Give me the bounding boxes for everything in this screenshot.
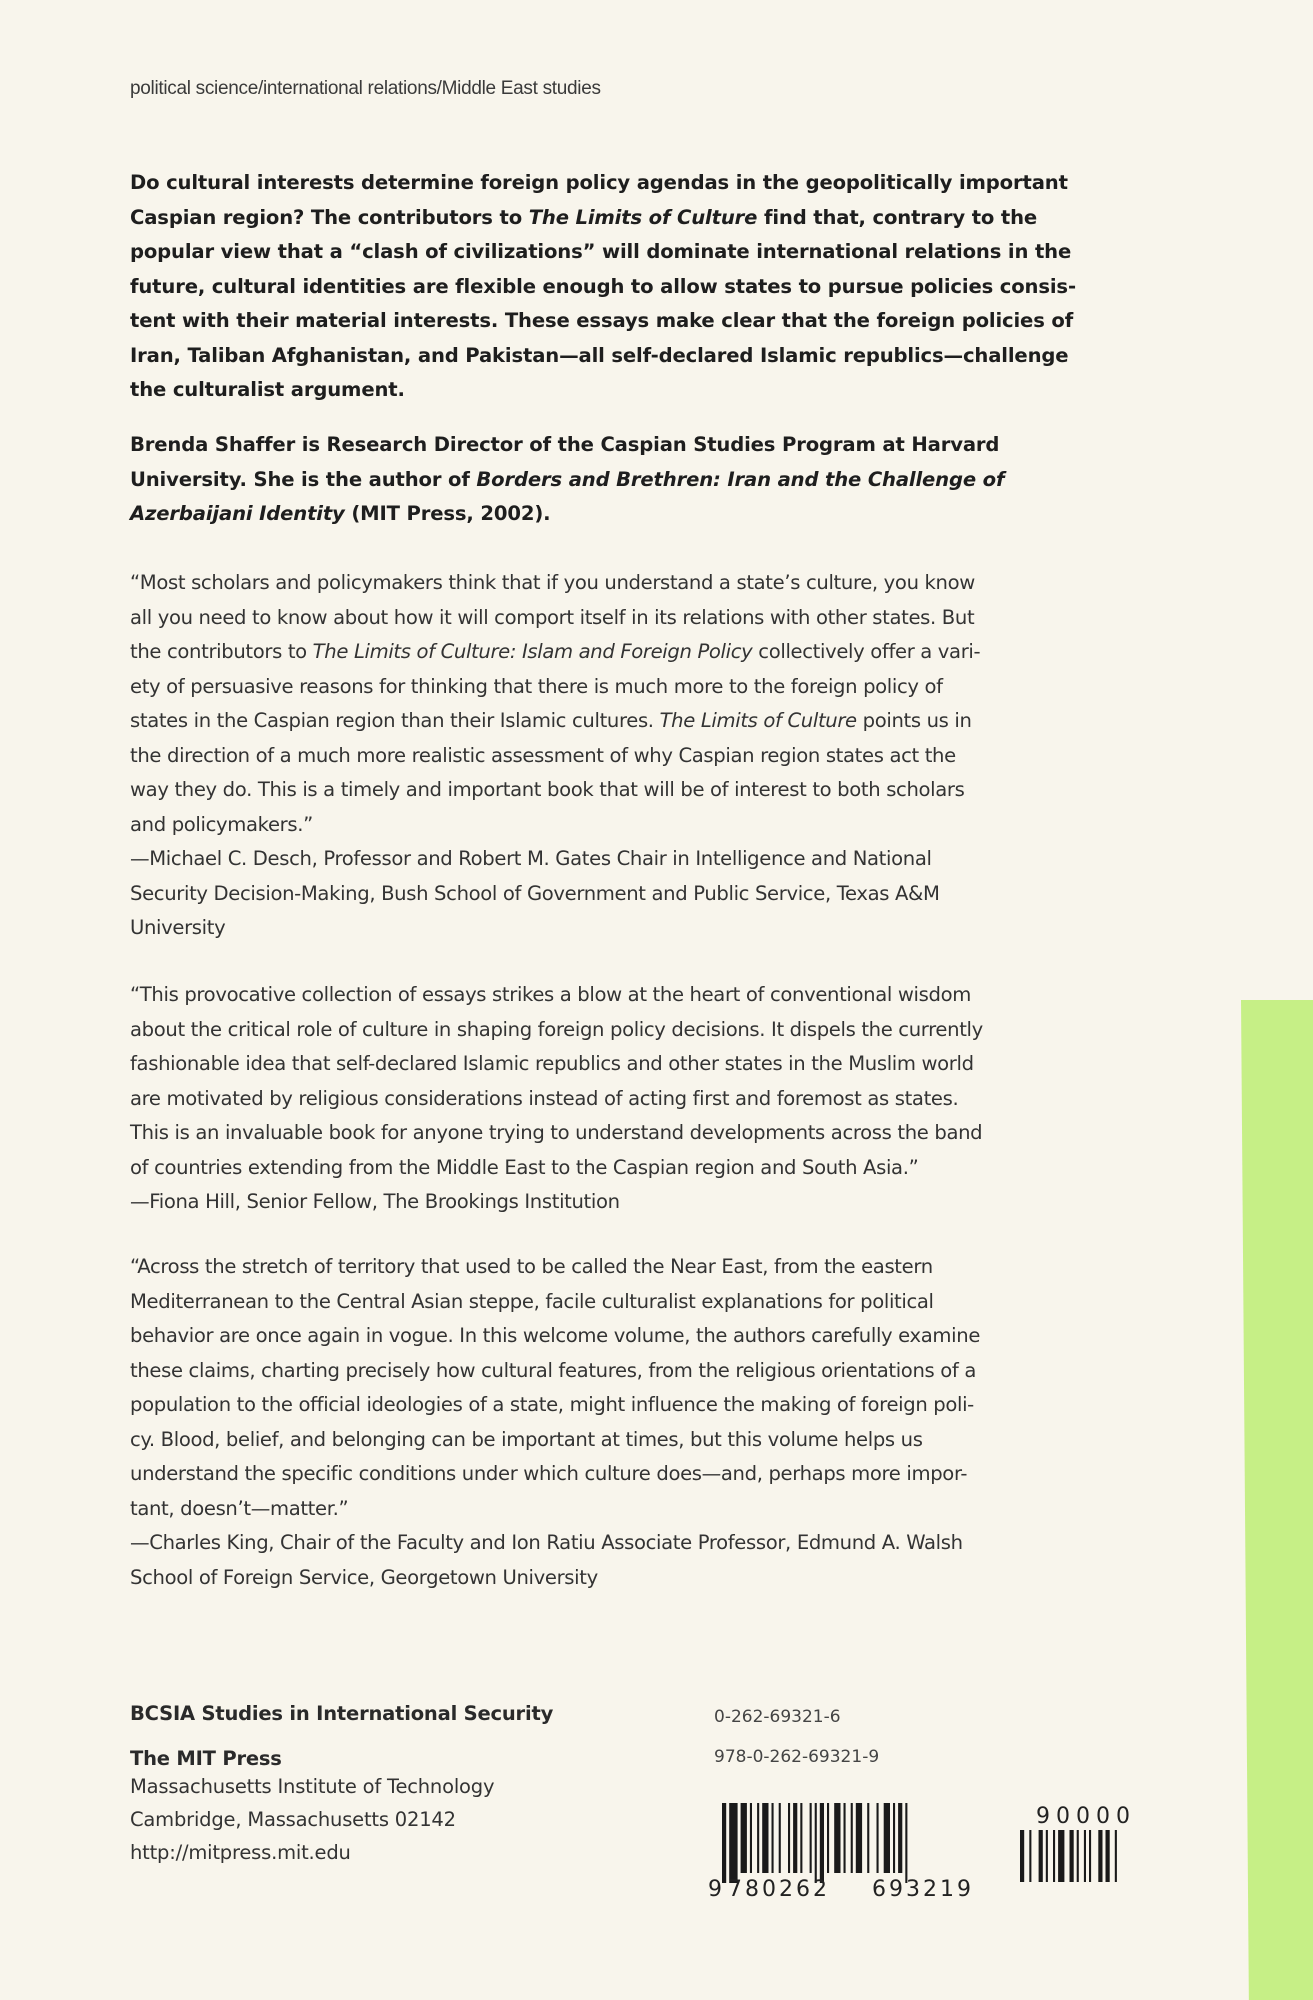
isbn-barcode (708, 1803, 1148, 1898)
isbn-10: 0-262-69321-6 (714, 1707, 841, 1727)
subject-category: political science/international relations/Middle East studies (130, 78, 601, 99)
text-line: University (130, 916, 226, 939)
accent-stripe (1241, 1000, 1313, 2000)
text-line: cy. Blood, belief, and belonging can be important at times, but this volume helps us (130, 1427, 923, 1451)
text-line: and policymakers.” (130, 812, 313, 836)
text-line: the culturalist argument. (130, 378, 405, 401)
text-line: Azerbaijani Identity (MIT Press, 2002). (130, 502, 551, 525)
publisher-address: Cambridge, Massachusetts 02142 (130, 1808, 456, 1831)
endorsement-desch (130, 566, 1140, 946)
isbn-13: 978-0-262-69321-9 (714, 1747, 880, 1767)
barcode-lead-digit: 9 (708, 1877, 722, 1898)
book-description (130, 166, 1140, 408)
text-line: “Across the stretch of territory that used to be called the Near East, from the eastern (130, 1255, 933, 1278)
text-line: states in the Caspian region than their Islamic cultures. The Limits of Culture points us in (130, 709, 972, 732)
text-line: are motivated by religious considerations instead of acting first and foremost as states. (130, 1086, 959, 1110)
text-line: Caspian region? The contributors to The Limits of Culture find that, contrary to the (130, 205, 1038, 229)
series-title: BCSIA Studies in International Security (130, 1702, 554, 1725)
text-line: Do cultural interests determine foreign policy agendas in the geopolitically important (130, 171, 1068, 194)
text-line: Iran, Taliban Afghanistan, and Pakistan—all self-declared Islamic republics—challenge (130, 343, 1069, 367)
text-line: This is an invaluable book for anyone trying to understand developments across the band (130, 1121, 983, 1144)
text-line: these claims, charting precisely how cultural features, from the religious orientations of a (130, 1358, 976, 1382)
text-line: School of Foreign Service, Georgetown University (130, 1565, 598, 1589)
publisher-info (130, 1702, 553, 1869)
publisher-url[interactable]: http://mitpress.mit.edu (130, 1841, 351, 1864)
text-line: popular view that a “clash of civilizations” will dominate international relations in the (130, 240, 1072, 263)
text-line: way they do. This is a timely and important book that will be of interest to both scholars (130, 778, 965, 801)
barcode-addon-digits: 90000 (1036, 1804, 1136, 1829)
text-line: understand the specific conditions under which culture does—and, perhaps more impor- (130, 1462, 968, 1485)
endorsement-king (130, 1250, 1140, 1595)
barcode-right-digits: 693219 (872, 1877, 974, 1898)
text-line: “Most scholars and policymakers think that if you understand a state’s culture, you know (130, 571, 975, 594)
text-line: tent with their material interests. These essays make clear that the foreign policies of (130, 309, 1074, 332)
text-line: Security Decision-Making, Bush School of Government and Public Service, Texas A&M (130, 881, 940, 905)
publisher-name: The MIT Press (130, 1747, 282, 1770)
text-line: ety of persuasive reasons for thinking that there is much more to the foreign policy of (130, 674, 943, 698)
text-line: the direction of a much more realistic assessment of why Caspian region states act the (130, 743, 956, 767)
text-line: fashionable idea that self-declared Islamic republics and other states in the Muslim world (130, 1052, 974, 1075)
text-line: —Michael C. Desch, Professor and Robert M. Gates Chair in Intelligence and National (130, 847, 932, 870)
text-line: Brenda Shaffer is Research Director of the Caspian Studies Program at Harvard (130, 433, 1000, 456)
text-line: —Charles King, Chair of the Faculty and Ion Ratiu Associate Professor, Edmund A. Walsh (130, 1531, 963, 1554)
text-line: University. She is the author of Borders and Brethren: Iran and the Challenge of (130, 467, 1005, 491)
text-line: all you need to know about how it will comport itself in its relations with other states. But (130, 605, 975, 629)
author-bio (130, 428, 1140, 532)
text-line: the contributors to The Limits of Culture: Islam and Foreign Policy collectively offer a vari- (130, 640, 981, 663)
text-line: —Fiona Hill, Senior Fellow, The Brookings Institution (130, 1190, 620, 1213)
text-line: “This provocative collection of essays strikes a blow at the heart of conventional wisdom (130, 983, 971, 1006)
text-line: population to the official ideologies of a state, might influence the making of foreign poli- (130, 1393, 974, 1416)
text-line: behavior are once again in vogue. In this welcome volume, the authors carefully examine (130, 1324, 981, 1347)
text-line: about the critical role of culture in shaping foreign policy decisions. It dispels the currently (130, 1017, 983, 1041)
text-line: tant, doesn’t—matter.” (130, 1496, 349, 1520)
barcode-bars-addon (1020, 1830, 1117, 1882)
text-line: future, cultural identities are flexible enough to allow states to pursue policies consis- (130, 274, 1076, 298)
barcode-bars-main (722, 1803, 907, 1883)
barcode-left-digits: 780262 (728, 1877, 830, 1898)
text-line: of countries extending from the Middle East to the Caspian region and South Asia.” (130, 1155, 919, 1179)
publisher-institution: Massachusetts Institute of Technology (130, 1775, 495, 1798)
text-line: Mediterranean to the Central Asian steppe, facile culturalist explanations for political (130, 1289, 934, 1313)
endorsement-hill (130, 978, 1140, 1220)
